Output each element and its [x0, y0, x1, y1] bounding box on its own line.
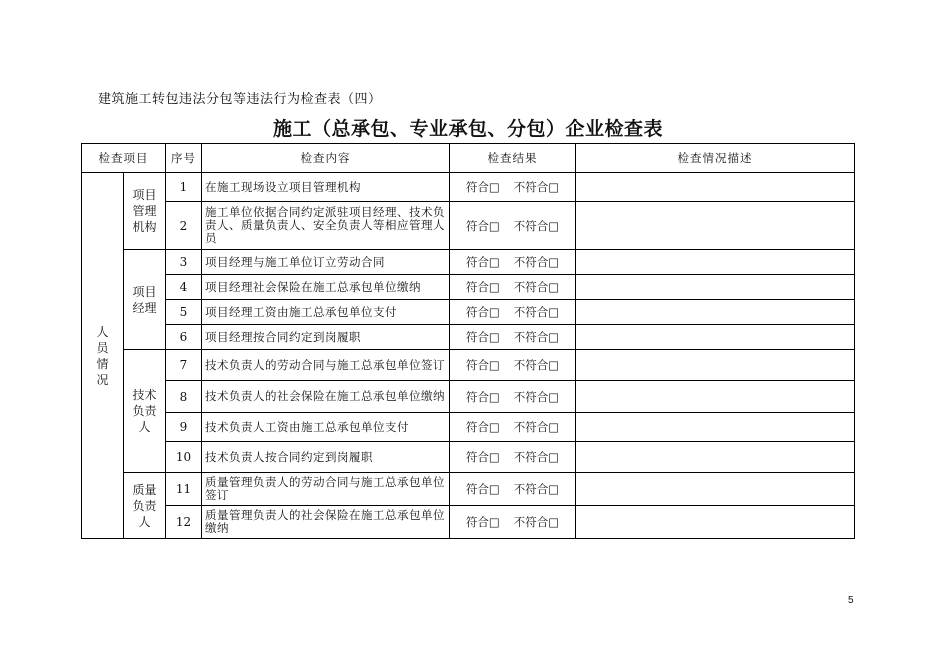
pass-checkbox[interactable]: 符合□	[465, 420, 500, 434]
check-result	[450, 300, 576, 325]
description-cell[interactable]	[576, 300, 855, 325]
table-row	[82, 350, 855, 381]
description-cell[interactable]	[576, 350, 855, 381]
row-number: 3	[166, 250, 202, 275]
check-result	[450, 506, 576, 539]
table-row	[82, 506, 855, 539]
check-content: 施工单位依据合同约定派驻项目经理、技术负责人、质量负责人、安全负责人等相应管理人员	[202, 202, 450, 250]
group-label: 项目 管理 机构	[132, 188, 157, 234]
check-result	[450, 173, 576, 202]
check-result	[450, 275, 576, 300]
group-cell	[124, 250, 166, 350]
table-row	[82, 275, 855, 300]
pass-checkbox[interactable]: 符合□	[465, 218, 500, 233]
description-cell[interactable]	[576, 506, 855, 539]
check-result	[450, 381, 576, 413]
check-content: 技术负责人按合同约定到岗履职	[202, 442, 450, 473]
row-number: 6	[166, 325, 202, 350]
fail-checkbox[interactable]: 不符合□	[513, 389, 560, 404]
fail-checkbox[interactable]: 不符合□	[513, 180, 560, 194]
description-cell[interactable]	[576, 381, 855, 413]
fail-checkbox[interactable]: 不符合□	[513, 450, 560, 464]
check-result	[450, 250, 576, 275]
group-cell	[124, 173, 166, 250]
row-number: 12	[166, 506, 202, 539]
pass-checkbox[interactable]: 符合□	[465, 482, 500, 496]
row-number: 4	[166, 275, 202, 300]
group-label: 技术 负责 人	[132, 388, 157, 434]
check-content: 项目经理按合同约定到岗履职	[202, 325, 450, 350]
table-header-row	[82, 144, 855, 173]
check-content: 项目经理工资由施工总承包单位支付	[202, 300, 450, 325]
group-label: 质量 负责 人	[132, 482, 157, 529]
pass-checkbox[interactable]: 符合□	[465, 358, 500, 372]
table-row	[82, 250, 855, 275]
pass-checkbox[interactable]: 符合□	[465, 450, 500, 464]
check-result	[450, 202, 576, 250]
column-header: 序号	[166, 144, 202, 173]
fail-checkbox[interactable]: 不符合□	[513, 358, 560, 372]
check-result	[450, 442, 576, 473]
check-result	[450, 473, 576, 506]
check-content: 质量管理负责人的劳动合同与施工总承包单位签订	[202, 473, 450, 506]
column-header: 检查情况描述	[576, 144, 855, 173]
pass-checkbox[interactable]: 符合□	[465, 389, 500, 404]
check-content: 项目经理与施工单位订立劳动合同	[202, 250, 450, 275]
table-row	[82, 381, 855, 413]
check-content: 技术负责人的劳动合同与施工总承包单位签订	[202, 350, 450, 381]
row-number: 10	[166, 442, 202, 473]
pass-checkbox[interactable]: 符合□	[465, 180, 500, 194]
row-number: 5	[166, 300, 202, 325]
pass-checkbox[interactable]: 符合□	[465, 515, 500, 529]
pass-checkbox[interactable]: 符合□	[465, 280, 500, 294]
fail-checkbox[interactable]: 不符合□	[513, 515, 560, 529]
fail-checkbox[interactable]: 不符合□	[513, 218, 560, 233]
group-cell	[124, 350, 166, 473]
page-title: 施工（总承包、专业承包、分包）企业检查表	[272, 118, 663, 140]
column-header: 检查内容	[202, 144, 450, 173]
description-cell[interactable]	[576, 173, 855, 202]
check-content: 质量管理负责人的社会保险在施工总承包单位缴纳	[202, 506, 450, 539]
pass-checkbox[interactable]: 符合□	[465, 305, 500, 319]
check-result	[450, 350, 576, 381]
check-content: 技术负责人工资由施工总承包单位支付	[202, 413, 450, 442]
fail-checkbox[interactable]: 不符合□	[513, 255, 560, 269]
fail-checkbox[interactable]: 不符合□	[513, 482, 560, 496]
table-row	[82, 173, 855, 202]
description-cell[interactable]	[576, 250, 855, 275]
description-cell[interactable]	[576, 473, 855, 506]
column-header: 检查项目	[82, 144, 166, 173]
fail-checkbox[interactable]: 不符合□	[513, 280, 560, 294]
table-row	[82, 413, 855, 442]
row-number: 9	[166, 413, 202, 442]
table-row	[82, 325, 855, 350]
description-cell[interactable]	[576, 202, 855, 250]
description-cell[interactable]	[576, 325, 855, 350]
table-row	[82, 473, 855, 506]
inspection-table	[81, 143, 855, 539]
category-cell	[82, 173, 124, 539]
description-cell[interactable]	[576, 442, 855, 473]
row-number: 1	[166, 173, 202, 202]
pass-checkbox[interactable]: 符合□	[465, 330, 500, 344]
table-row	[82, 202, 855, 250]
check-content: 项目经理社会保险在施工总承包单位缴纳	[202, 275, 450, 300]
check-result	[450, 325, 576, 350]
row-number: 2	[166, 202, 202, 250]
form-subtitle: 建筑施工转包违法分包等违法行为检查表（四）	[98, 92, 382, 107]
category-label: 人 员 情 况	[96, 324, 109, 387]
column-header: 检查结果	[450, 144, 576, 173]
table-row	[82, 442, 855, 473]
check-content: 在施工现场设立项目管理机构	[202, 173, 450, 202]
page-number: 5	[848, 595, 854, 606]
description-cell[interactable]	[576, 275, 855, 300]
group-label: 项目 经理	[132, 284, 157, 315]
fail-checkbox[interactable]: 不符合□	[513, 420, 560, 434]
check-result	[450, 413, 576, 442]
pass-checkbox[interactable]: 符合□	[465, 255, 500, 269]
table-row	[82, 300, 855, 325]
row-number: 11	[166, 473, 202, 506]
group-cell	[124, 473, 166, 539]
row-number: 7	[166, 350, 202, 381]
check-content: 技术负责人的社会保险在施工总承包单位缴纳	[202, 381, 450, 413]
fail-checkbox[interactable]: 不符合□	[513, 330, 560, 344]
row-number: 8	[166, 381, 202, 413]
description-cell[interactable]	[576, 413, 855, 442]
fail-checkbox[interactable]: 不符合□	[513, 305, 560, 319]
